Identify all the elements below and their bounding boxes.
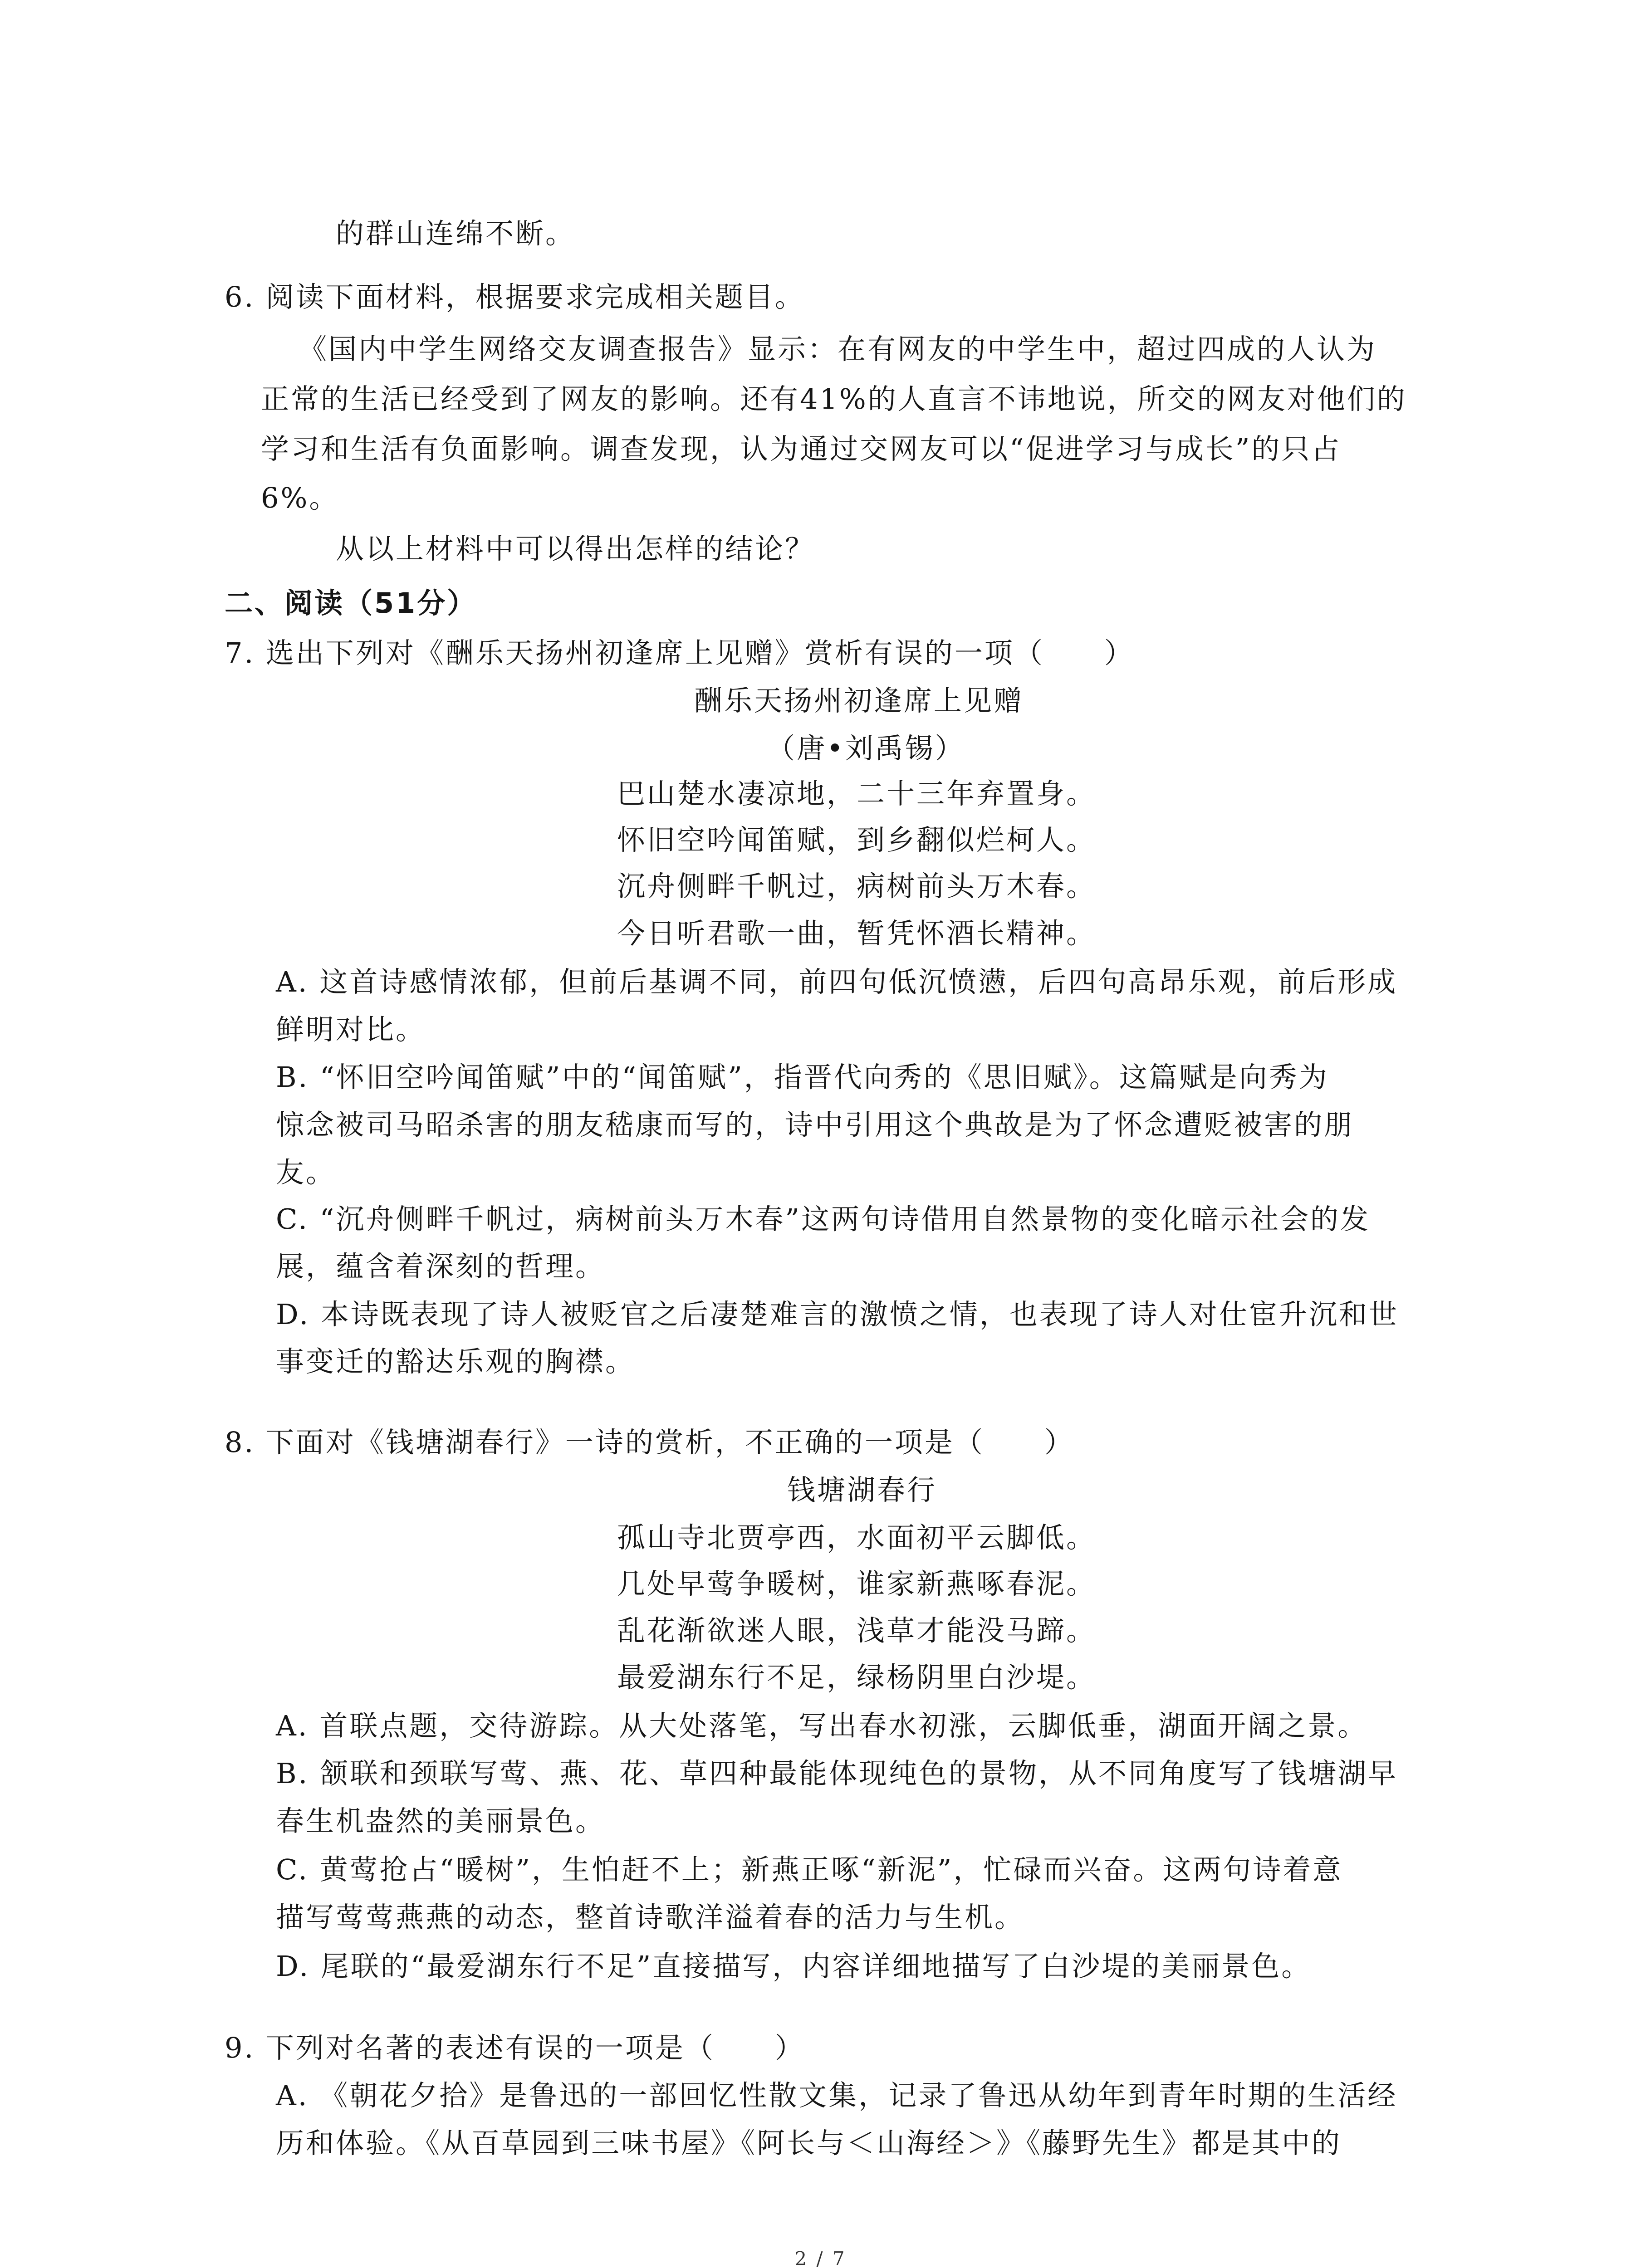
q6-para-line: 6%。	[261, 481, 339, 514]
q8-poem-line: 几处早莺争暖树，谁家新燕啄春泥。	[617, 1567, 1097, 1600]
continuation-line: 的群山连绵不断。	[336, 217, 576, 250]
q8-poem-line: 乱花渐欲迷人眼，浅草才能没马蹄。	[617, 1614, 1097, 1647]
q9-stem: 9. 下列对名著的表述有误的一项是（ ）	[225, 2031, 805, 2064]
q8-option-b-cont: 春生机盎然的美丽景色。	[276, 1804, 606, 1838]
q7-option-a: A. 这首诗感情浓郁，但前后基调不同，前四句低沉愤懑，后四句高昂乐观，前后形成	[276, 965, 1398, 998]
q7-option-d-cont: 事变迁的豁达乐观的胸襟。	[276, 1345, 636, 1378]
q8-stem: 8. 下面对《钱塘湖春行》一诗的赏析，不正确的一项是（ ）	[225, 1426, 1074, 1459]
q7-option-d: D. 本诗既表现了诗人被贬官之后凄楚难言的激愤之情，也表现了诗人对仕宦升沉和世	[276, 1298, 1399, 1331]
q8-option-a: A. 首联点题，交待游踪。从大处落笔，写出春水初涨，云脚低垂，湖面开阔之景。	[276, 1709, 1368, 1742]
q8-option-c: C. 黄莺抢占“暖树”，生怕赶不上；新燕正啄“新泥”，忙碌而兴奋。这两句诗着意	[276, 1853, 1343, 1886]
q7-option-b-cont: 惊念被司马昭杀害的朋友嵇康而写的，诗中引用这个典故是为了怀念遭贬被害的朋	[276, 1108, 1354, 1141]
page-number: 2 / 7	[794, 2248, 847, 2268]
q9-option-a: A. 《朝花夕拾》是鲁迅的一部回忆性散文集，记录了鲁迅从幼年到青年时期的生活经	[276, 2079, 1398, 2112]
q8-option-b: B. 颔联和颈联写莺、燕、花、草四种最能体现纯色的景物，从不同角度写了钱塘湖早	[276, 1757, 1398, 1790]
section-heading: 二、阅读（51分）	[225, 587, 477, 620]
q7-poem-line: 今日听君歌一曲，暂凭怀酒长精神。	[617, 917, 1097, 950]
q9-option-a-cont: 历和体验。《从百草园到三味书屋》《阿长与＜山海经＞》《藤野先生》都是其中的	[276, 2126, 1342, 2160]
q7-option-c-cont: 展，蕴含着深刻的哲理。	[276, 1250, 606, 1283]
q7-option-b-cont: 友。	[276, 1156, 336, 1189]
q6-para-line: 正常的生活已经受到了网友的影响。还有41%的人直言不讳地说，所交的网友对他们的	[261, 382, 1407, 415]
q8-option-d: D. 尾联的“最爱湖东行不足”直接描写，内容详细地描写了白沙堤的美丽景色。	[276, 1950, 1312, 1983]
q7-poem-line: 巴山楚水凄凉地，二十三年弃置身。	[617, 777, 1097, 810]
q8-poem-line: 孤山寺北贾亭西，水面初平云脚低。	[617, 1521, 1097, 1554]
q7-poem-title: 酬乐天扬州初逢席上见赠	[694, 684, 1024, 717]
q8-poem-line: 最爱湖东行不足，绿杨阴里白沙堤。	[617, 1661, 1097, 1694]
q7-poem-line: 怀旧空吟闻笛赋，到乡翻似烂柯人。	[617, 823, 1097, 856]
q7-option-c: C. “沉舟侧畔千帆过，病树前头万木春”这两句诗借用自然景物的变化暗示社会的发	[276, 1202, 1371, 1236]
q7-option-b: B. “怀旧空吟闻笛赋”中的“闻笛赋”，指晋代向秀的《思旧赋》。这篇赋是向秀为	[276, 1061, 1329, 1094]
q6-stem: 6. 阅读下面材料，根据要求完成相关题目。	[225, 280, 805, 313]
q6-question: 从以上材料中可以得出怎样的结论？	[336, 532, 815, 565]
q7-poem-line: 沉舟侧畔千帆过，病树前头万木春。	[617, 870, 1097, 903]
q8-poem-title: 钱塘湖春行	[787, 1473, 937, 1506]
q8-option-c-cont: 描写莺莺燕燕的动态，整首诗歌洋溢着春的活力与生机。	[276, 1901, 1025, 1934]
q7-poem-author: （唐•刘禹锡）	[767, 732, 965, 765]
q6-para-line: 《国内中学生网络交友调查报告》显示：在有网友的中学生中，超过四成的人认为	[299, 332, 1377, 366]
q7-option-a-cont: 鲜明对比。	[276, 1013, 426, 1046]
q6-para-line: 学习和生活有负面影响。调查发现，认为通过交网友可以“促进学习与成长”的只占	[261, 432, 1342, 465]
q7-stem: 7. 选出下列对《酬乐天扬州初逢席上见赠》赏析有误的一项（ ）	[225, 636, 1134, 670]
